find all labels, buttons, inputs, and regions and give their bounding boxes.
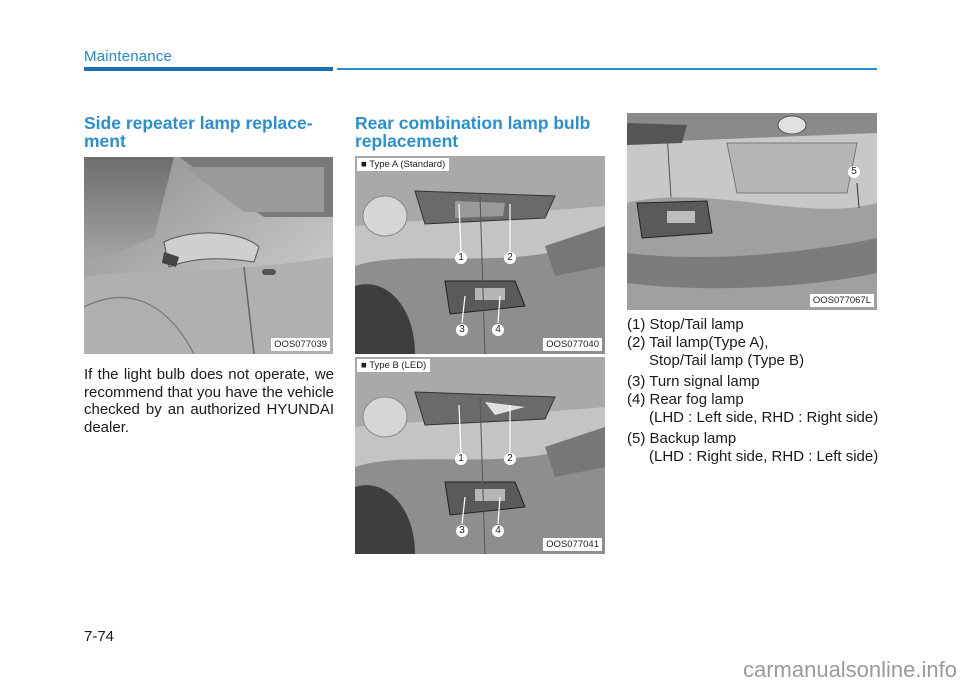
heading-line: Side repeater lamp replace- — [84, 113, 313, 133]
side-repeater-body: If the light bulb does not operate, we recommend that you have the vehicle checked by an authorized HYUNDAI dealer. — [84, 366, 334, 436]
type-tag: ■ Type B (LED) — [357, 359, 430, 372]
list-item-sub: (LHD : Left side, RHD : Right side) — [649, 408, 879, 426]
list-item-label: (3) Turn signal lamp — [627, 373, 760, 390]
callout-4: 4 — [492, 525, 504, 537]
list-item-sub: (LHD : Right side, RHD : Left side) — [649, 447, 879, 465]
figure-code: OOS077039 — [271, 338, 330, 351]
figure-code: OOS077041 — [543, 538, 602, 551]
list-item-label: (2) Tail lamp(Type A), — [627, 334, 769, 351]
heading-line: ment — [84, 131, 126, 151]
callout-2: 2 — [504, 252, 516, 264]
callout-2: 2 — [504, 453, 516, 465]
header-rule-dark — [84, 67, 333, 71]
header-rule-light — [337, 68, 877, 70]
callout-5: 5 — [848, 166, 860, 178]
heading-line: replacement — [355, 131, 459, 151]
watermark: carmanualsonline.info — [742, 657, 957, 682]
section-label: Maintenance — [84, 48, 173, 65]
list-item-label: (1) Stop/Tail lamp — [627, 316, 744, 333]
rear-lamp-figure-type-b — [355, 357, 605, 554]
callout-4: 4 — [492, 324, 504, 336]
rear-bumper-illustration — [627, 113, 877, 310]
rear-lamp-illustration-b — [355, 357, 605, 554]
type-tag: ■ Type A (Standard) — [357, 158, 449, 171]
list-item — [627, 373, 760, 391]
list-item — [627, 316, 744, 334]
list-item — [627, 391, 878, 426]
list-item-label: (4) Rear fog lamp — [627, 391, 744, 408]
callout-3: 3 — [456, 525, 468, 537]
side-repeater-heading — [84, 114, 334, 150]
figure-code: OOS077067L — [810, 294, 874, 307]
side-repeater-figure — [84, 157, 333, 354]
rear-bumper-figure — [627, 113, 877, 310]
list-item — [627, 430, 878, 465]
heading-line: Rear combination lamp bulb — [355, 113, 591, 133]
callout-3: 3 — [456, 324, 468, 336]
figure-code: OOS077040 — [543, 338, 602, 351]
list-item — [627, 334, 804, 369]
rear-lamp-illustration-a — [355, 156, 605, 354]
list-item-label: (5) Backup lamp — [627, 430, 737, 447]
callout-1: 1 — [455, 252, 467, 264]
car-side-illustration — [84, 157, 333, 354]
rear-lamp-figure-type-a — [355, 156, 605, 354]
callout-1: 1 — [455, 453, 467, 465]
list-item-sub: Stop/Tail lamp (Type B) — [649, 351, 805, 369]
page-number: 7-74 — [84, 628, 115, 645]
rear-combination-heading — [355, 114, 605, 150]
